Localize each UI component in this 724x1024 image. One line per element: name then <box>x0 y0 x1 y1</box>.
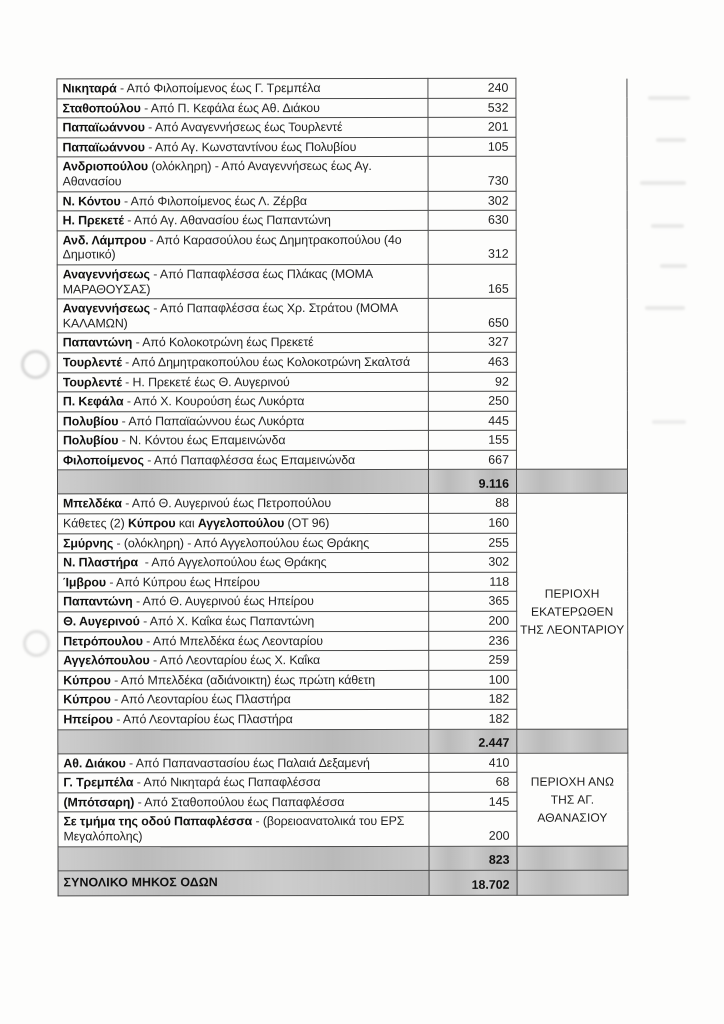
street-range-text: - Από Λεονταρίου έως Πλαστήρα <box>112 712 293 727</box>
subtotal-region-cell <box>517 729 628 753</box>
street-range-text: - Από Νικηταρά έως Παπαφλέσσα <box>133 775 321 790</box>
street-name: Ν. Κόντου <box>62 193 121 208</box>
street-name-cell <box>58 631 429 651</box>
length-value-cell: 155 <box>428 431 516 451</box>
street-range-text: και <box>175 516 198 531</box>
street-name-cell <box>57 137 428 157</box>
total-row <box>58 870 628 896</box>
street-name-cell <box>58 670 429 690</box>
street-name: Σμύρνης <box>63 535 114 551</box>
length-value-cell: 236 <box>429 631 517 651</box>
street-name-cell <box>58 773 429 793</box>
street-range-text: - Από Δημητρακοπούλου έως Κολοκοτρώνη Σκαλτσά <box>121 354 411 370</box>
street-name: (Μπότσαρη) <box>63 795 135 810</box>
street-name: Αναγεννήσεως <box>62 301 150 316</box>
length-value-cell: 259 <box>429 650 517 670</box>
hole-punch-mark <box>23 630 50 657</box>
street-name: Αθ. Διάκου <box>63 755 126 770</box>
length-value-cell: 463 <box>428 352 516 372</box>
street-name: Παπαντώνη <box>62 335 133 350</box>
region-label-cell <box>517 494 628 729</box>
total-value-cell: 18.702 <box>429 870 517 895</box>
street-name-cell <box>57 352 428 372</box>
street-range-text: - Από Παπαφλέσσα έως Χρ. Στράτου (ΜΟΜΑ ΚΑΛΑΜΩΝ) <box>62 301 399 331</box>
street-name: Σταθοπούλου <box>62 100 141 115</box>
scan-artifact <box>648 96 690 100</box>
length-value-cell: 201 <box>428 117 516 137</box>
street-range-text: - Από Λεονταρίου έως Πλαστήρα <box>110 692 291 707</box>
street-range-text: - Από Θ. Αυγερινού έως Πετροπούλου <box>121 496 332 511</box>
subtotal-row <box>57 470 627 495</box>
subtotal-value-cell: 2.447 <box>429 729 517 753</box>
length-value-cell: 118 <box>429 572 517 592</box>
street-range-text: - Από Κολοκοτρώνη έως Πρεκετέ <box>132 335 314 350</box>
street-range-text: - Από Φιλοποίμενος έως Γ. Τρεμπέλα <box>116 81 321 96</box>
street-name-cell <box>58 792 429 812</box>
street-name-cell <box>57 411 428 431</box>
street-name: Ίμβρου <box>63 575 107 590</box>
street-name: Φιλοποίμενος <box>62 453 144 468</box>
street-range-text: - (βορειοανατολικά του ΕΡΣ Μεγαλόπολης) <box>63 814 405 844</box>
length-value-cell: 255 <box>429 533 517 553</box>
street-name: Σε τμήμα της οδού Παπαφλέσσα <box>63 814 253 829</box>
street-name-cell <box>57 299 428 334</box>
scan-artifact <box>640 181 686 185</box>
subtotal-value-cell: 823 <box>429 846 517 870</box>
scan-artifact <box>645 306 685 310</box>
length-value-cell: 68 <box>429 772 517 792</box>
length-value-cell: 302 <box>428 191 516 211</box>
street-name-cell <box>57 264 428 299</box>
street-name-cell <box>57 157 428 192</box>
subtotal-region-cell <box>517 846 628 870</box>
street-name-cell <box>58 690 429 710</box>
street-range-text: Κάθετες (2) <box>63 516 128 531</box>
street-range-text: - Από Αναγεννήσεως έως Τουρλεντέ <box>144 120 343 135</box>
subtotal-region-cell <box>516 470 627 494</box>
street-range-text: (ολόκληρη) - Από Αναγεννήσεως έως Αγ. Αθανασίου <box>62 159 372 189</box>
street-name: Πολυβίου <box>62 414 119 429</box>
hole-punch-mark <box>21 350 50 379</box>
street-range-text: - Από Παπαναστασίου έως Παλαιά Δεξαμενή <box>125 755 370 770</box>
street-range-text: - Από Π. Κεφάλα έως Αθ. Διάκου <box>140 100 320 115</box>
street-name: Κύπρου <box>63 673 111 688</box>
street-name-cell <box>57 372 428 392</box>
scan-artifact <box>656 138 686 142</box>
length-value-cell: 145 <box>429 792 517 812</box>
street-name: Παπαϊωάννου <box>62 120 145 135</box>
street-name: Ανδ. Λάμπρου <box>62 233 147 248</box>
street-name: Ανδριοπούλου <box>62 159 149 174</box>
street-range-text: - Από Σταθοπούλου έως Παπαφλέσσα <box>134 794 345 810</box>
street-name-cell <box>58 709 429 729</box>
street-range-text: - Από Κύπρου έως Ηπείρου <box>105 574 260 590</box>
street-length-table <box>56 78 628 896</box>
street-range-text: - Από Αγ. Αθανασίου έως Παπαντώνη <box>123 213 331 228</box>
street-name: Αναγεννήσεως <box>62 267 150 282</box>
region-label: ΠΕΡΙΟΧΗ ΕΚΑΤΕΡΩΘΕΝ ΤΗΣ ΛΕΟΝΤΑΡΙΟΥ <box>520 586 625 637</box>
street-name: Αγγελοπούλου <box>197 516 285 531</box>
length-value-cell: 730 <box>428 157 516 191</box>
length-value-cell: 667 <box>428 450 516 470</box>
subtotal-row <box>58 729 628 754</box>
length-value-cell: 250 <box>428 391 516 411</box>
length-value-cell: 302 <box>429 553 517 573</box>
street-name: Αγγελόπουλου <box>63 653 150 668</box>
length-value-cell: 312 <box>428 230 516 264</box>
street-name-cell <box>58 611 429 631</box>
length-value-cell: 182 <box>429 709 517 729</box>
length-value-cell: 105 <box>428 137 516 157</box>
length-value-cell: 532 <box>428 98 516 118</box>
subtotal-spacer-cell <box>58 846 429 871</box>
street-name-cell <box>57 431 428 451</box>
street-range-text: - Από Αγ. Κωνσταντίνου έως Πολυβίου <box>144 139 357 155</box>
street-name-cell <box>57 78 428 98</box>
length-value-cell: 630 <box>428 210 516 230</box>
street-row <box>58 753 628 773</box>
length-value-cell: 88 <box>429 494 517 514</box>
total-region-cell <box>517 870 628 895</box>
street-name-cell <box>58 494 429 514</box>
street-name: Πετρόπουλου <box>63 633 143 649</box>
street-name: Τουρλεντέ <box>62 355 122 370</box>
length-value-cell: 365 <box>429 592 517 612</box>
scan-artifact <box>660 264 687 268</box>
street-name-cell <box>57 98 428 118</box>
length-value-cell: 92 <box>428 372 516 392</box>
street-range-text: - Η. Πρεκετέ έως Θ. Αυγερινού <box>121 374 290 389</box>
length-value-cell: 200 <box>429 611 517 631</box>
street-name-cell <box>57 333 428 353</box>
street-range-text: (ΟΤ 96) <box>284 516 330 531</box>
street-name-cell <box>57 450 428 470</box>
street-range-text: - Από Χ. Καΐκα έως Παπαντώνη <box>139 614 315 629</box>
street-name-cell <box>58 572 429 592</box>
scan-artifact <box>651 224 684 228</box>
length-value-cell: 445 <box>428 411 516 431</box>
street-name: Τουρλεντέ <box>62 374 122 389</box>
street-name-cell <box>58 513 429 533</box>
street-row <box>57 78 627 98</box>
street-name: Παπαϊωάννου <box>62 140 145 155</box>
subtotal-spacer-cell <box>58 729 429 754</box>
length-value-cell: 200 <box>429 812 517 846</box>
street-name: Νικηταρά <box>62 81 117 96</box>
street-name-cell <box>58 553 429 573</box>
street-range-text: - Από Αγγελοπούλου έως Θράκης <box>138 555 327 570</box>
street-name: Παπαντώνη <box>63 594 133 609</box>
street-row <box>58 494 628 514</box>
length-value-cell: 650 <box>428 298 516 332</box>
street-name: Γ. Τρεμπέλα <box>63 775 134 790</box>
street-name-cell <box>57 191 428 211</box>
region-label-cell <box>517 753 628 846</box>
region-label: ΠΕΡΙΟΧΗ ΑΝΩ ΤΗΣ ΑΓ. ΑΘΑΝΑΣΙΟΥ <box>530 774 615 825</box>
street-name: Ηπείρου <box>63 712 113 727</box>
street-range-text: - Ν. Κόντου έως Επαμεινώνδα <box>118 433 286 448</box>
length-value-cell: 182 <box>429 690 517 710</box>
length-value-cell: 240 <box>428 78 516 98</box>
street-range-text: - Από Λεονταρίου έως Χ. Καΐκα <box>149 653 321 668</box>
length-value-cell: 327 <box>428 333 516 353</box>
street-name-cell <box>57 391 428 411</box>
street-name: Θ. Αυγερινού <box>63 614 140 629</box>
length-value-cell: 165 <box>428 264 516 298</box>
subtotal-spacer-cell <box>57 470 428 495</box>
street-name: Π. Κεφάλα <box>62 394 124 409</box>
street-name: Ν. Πλαστήρα <box>63 555 139 570</box>
street-name-cell <box>57 211 428 231</box>
street-range-text: - Από Φιλοποίμενος έως Λ. Ζέρβα <box>120 193 307 208</box>
street-name-cell <box>58 533 429 553</box>
subtotal-row <box>58 846 628 871</box>
street-range-text: - Από Θ. Αυγερινού έως Ηπείρου <box>132 594 314 609</box>
total-label-cell: ΣΥΝΟΛΙΚΟ ΜΗΚΟΣ ΟΔΩΝ <box>58 870 429 896</box>
street-name-cell <box>58 753 429 773</box>
street-name: Πολυβίου <box>62 433 119 448</box>
street-range-text: - Από Παπαφλέσσα έως Επαμεινώνδα <box>143 452 356 468</box>
street-name: Η. Πρεκετέ <box>62 213 124 228</box>
street-name: Κύπρου <box>127 516 176 531</box>
street-range-text: - Από Παπαϊαώννου έως Λυκόρτα <box>118 413 305 429</box>
street-name-cell <box>58 812 429 847</box>
length-value-cell: 160 <box>429 513 517 533</box>
subtotal-value-cell: 9.116 <box>428 470 516 494</box>
street-name-cell <box>58 651 429 671</box>
length-value-cell: 410 <box>429 753 517 773</box>
street-range-text: - Από Παπαφλέσσα έως Πλάκας (ΜΟΜΑ ΜΑΡΑΘΟΥΣΑΣ) <box>62 266 374 296</box>
street-name: Κύπρου <box>63 692 111 707</box>
street-range-text: - Από Μπελδέκα έως Λεονταρίου <box>142 633 323 648</box>
street-range-text: - Από Χ. Κουρούση έως Λυκόρτα <box>123 394 305 409</box>
length-value-cell: 100 <box>429 670 517 690</box>
street-name-cell <box>58 592 429 612</box>
street-range-text: - (ολόκληρη) - Από Αγγελοπούλου έως Θράκης <box>113 535 370 550</box>
street-range-text: - Από Μπελδέκα (αδιάνοικτη) έως πρώτη κάθετη <box>110 672 376 688</box>
street-name-cell <box>57 230 428 265</box>
scan-artifact <box>652 420 686 424</box>
street-name-cell <box>57 118 428 138</box>
street-name: Μπελδέκα <box>63 496 122 511</box>
region-label-cell <box>516 78 628 470</box>
street-range-text: - Από Καρασούλου έως Δημητρακοπούλου (4ο Δημοτικό) <box>62 232 402 262</box>
